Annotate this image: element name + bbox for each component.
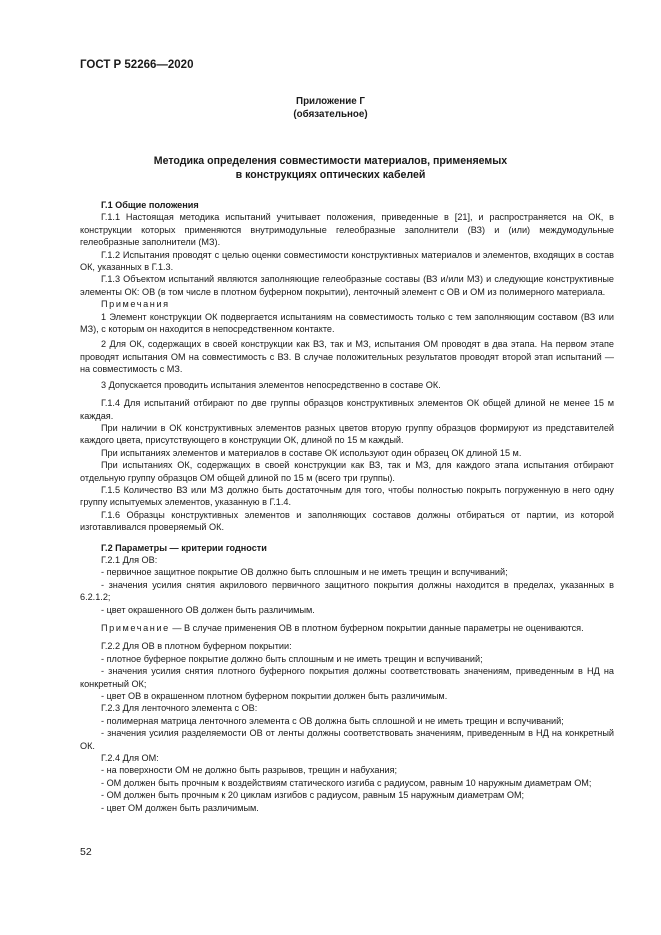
paragraph: Г.2.4 Для ОМ: — [101, 753, 159, 764]
list-item: - плотное буферное покрытие должно быть сплошным и не иметь трещин и вспучиваний; — [101, 653, 483, 664]
note — [80, 622, 614, 634]
document-title — [0, 154, 661, 182]
paragraph: Г.1.6 Образцы конструктивных элементов и заполняющих составов должны отбираться от партии, из которой изготавливался проверяемый ОК. — [80, 509, 614, 533]
paragraph: Г.2.3 Для ленточного элемента с ОВ: — [101, 703, 258, 714]
paragraph: Г.2.1 Для ОВ: — [101, 554, 158, 565]
paragraph: При испытаниях ОК, содержащих в своей конструкции как ВЗ, так и МЗ, для каждого этапа испытания отбирают отдельную группу образцов ОМ общей длиной по 15 м (всего три группы). — [80, 460, 614, 483]
list-item: - значения усилия разделяемости ОВ от ленты должны соответствовать значениям, приведенным в НД на конкретный ОК. — [80, 728, 614, 751]
paragraph: При испытаниях элементов и материалов в составе ОК используют один образец ОК длиной 15 м. — [101, 447, 522, 458]
list-item: - цвет окрашенного ОВ должен быть различимым. — [101, 604, 315, 615]
list-item: - ОМ должен быть прочным к 20 циклам изгибов с радиусом, равным 15 наружным диаметрам ОМ; — [101, 790, 525, 801]
section-heading-general: Г.1 Общие положения — [101, 200, 199, 210]
paragraph: Г.1.2 Испытания проводят с целью оценки совместимости конструктивных материалов и элементов, входящих в состав ОК, указанных в Г.1.3. — [80, 249, 614, 273]
note-text: — В случае применения ОВ в плотном буферном покрытии данные параметры не оцениваются. — [169, 623, 584, 633]
list-item: - значения усилия снятия акрилового первичного защитного покрытия должны находится в пределах, указанных в 6.2.1.2; — [80, 579, 614, 603]
list-item: - цвет ОВ в окрашенном плотном буферном покрытии должен быть различимым. — [101, 691, 448, 702]
paragraph: Г.1.3 Объектом испытаний являются заполняющие гелеобразные составы (ВЗ и/или МЗ) и следующие конструктивные элементы ОК: ОВ (в том числе в плотном буферном покрытии), ленточный элемент с ОВ и ОМ из полимерного материала. — [80, 274, 614, 297]
paragraph: При наличии в ОК конструктивных элементов разных цветов вторую группу образцов формируют из представителей каждого цвета, присутствующего в конструкции ОК, длиной по 15 м каждый. — [80, 422, 614, 446]
paragraph: Г.2.2 Для ОВ в плотном буферном покрытии: — [101, 641, 292, 652]
note-item: 1 Элемент конструкции ОК подвергается испытаниям на совместимость только с тем заполняющим составом (ВЗ или МЗ), с которым он находится в непосредственном контакте. — [80, 311, 614, 335]
section-heading-criteria: Г.2 Параметры — критерии годности — [101, 542, 267, 553]
note-item: 3 Допускается проводить испытания элементов непосредственно в составе ОК. — [101, 379, 441, 390]
note-item: 2 Для ОК, содержащих в своей конструкции как ВЗ, так и МЗ, испытания ОМ проводят в два этапа. На первом этапе проводят испытания ОМ на совместимость с ВЗ. В случае положительных результатов проводят второй этап испытаний — на совместимость с МЗ. — [80, 339, 614, 375]
list-item: - ОМ должен быть прочным к воздействиям статического изгиба с радиусом, равным 10 наружным диаметрам ОМ; — [101, 777, 592, 788]
document-title-line-2: в конструкциях оптических кабелей — [235, 169, 426, 181]
paragraph: Г.1.1 Настоящая методика испытаний учитывает положения, приведенные в [21], и распространяется на ОК, в конструкции которых применяются внутримодульные гелеобразные заполнители (ВЗ) и (или) междумодульные гелеобразные заполнители (МЗ). — [80, 212, 614, 248]
list-item: - на поверхности ОМ не должно быть разрывов, трещин и набухания; — [101, 765, 398, 776]
note-label: Примечание — [101, 623, 170, 633]
paragraph: Г.1.4 Для испытаний отбирают по две группы образцов конструктивных элементов ОК общей длиной не менее 15 м каждая. — [80, 398, 614, 421]
standard-code: ГОСТ Р 52266—2020 — [80, 59, 194, 71]
page-number: 52 — [80, 846, 92, 858]
list-item: - значения усилия снятия плотного буферного покрытия должны соответствовать значениям, приведенным в НД на конкретный ОК; — [80, 666, 614, 689]
list-item: - полимерная матрица ленточного элемента с ОВ должна быть сплошной и не иметь трещин и вспучиваний; — [101, 715, 564, 726]
document-title-line-1: Методика определения совместимости материалов, применяемых — [153, 155, 508, 167]
list-item: - первичное защитное покрытие ОВ должно быть сплошным и не иметь трещин и вспучиваний; — [101, 567, 508, 578]
appendix-status: (обязательное) — [293, 109, 368, 120]
appendix-title: Приложение Г — [296, 96, 365, 107]
list-item: - цвет ОМ должен быть различимым. — [101, 802, 259, 813]
notes-heading: Примечания — [101, 299, 170, 310]
paragraph: Г.1.5 Количество ВЗ или МЗ должно быть достаточным для того, чтобы полностью покрыть погруженную в него одну группу испытуемых элементов, указанную в Г.1.4. — [80, 484, 614, 508]
document-body — [80, 199, 614, 814]
